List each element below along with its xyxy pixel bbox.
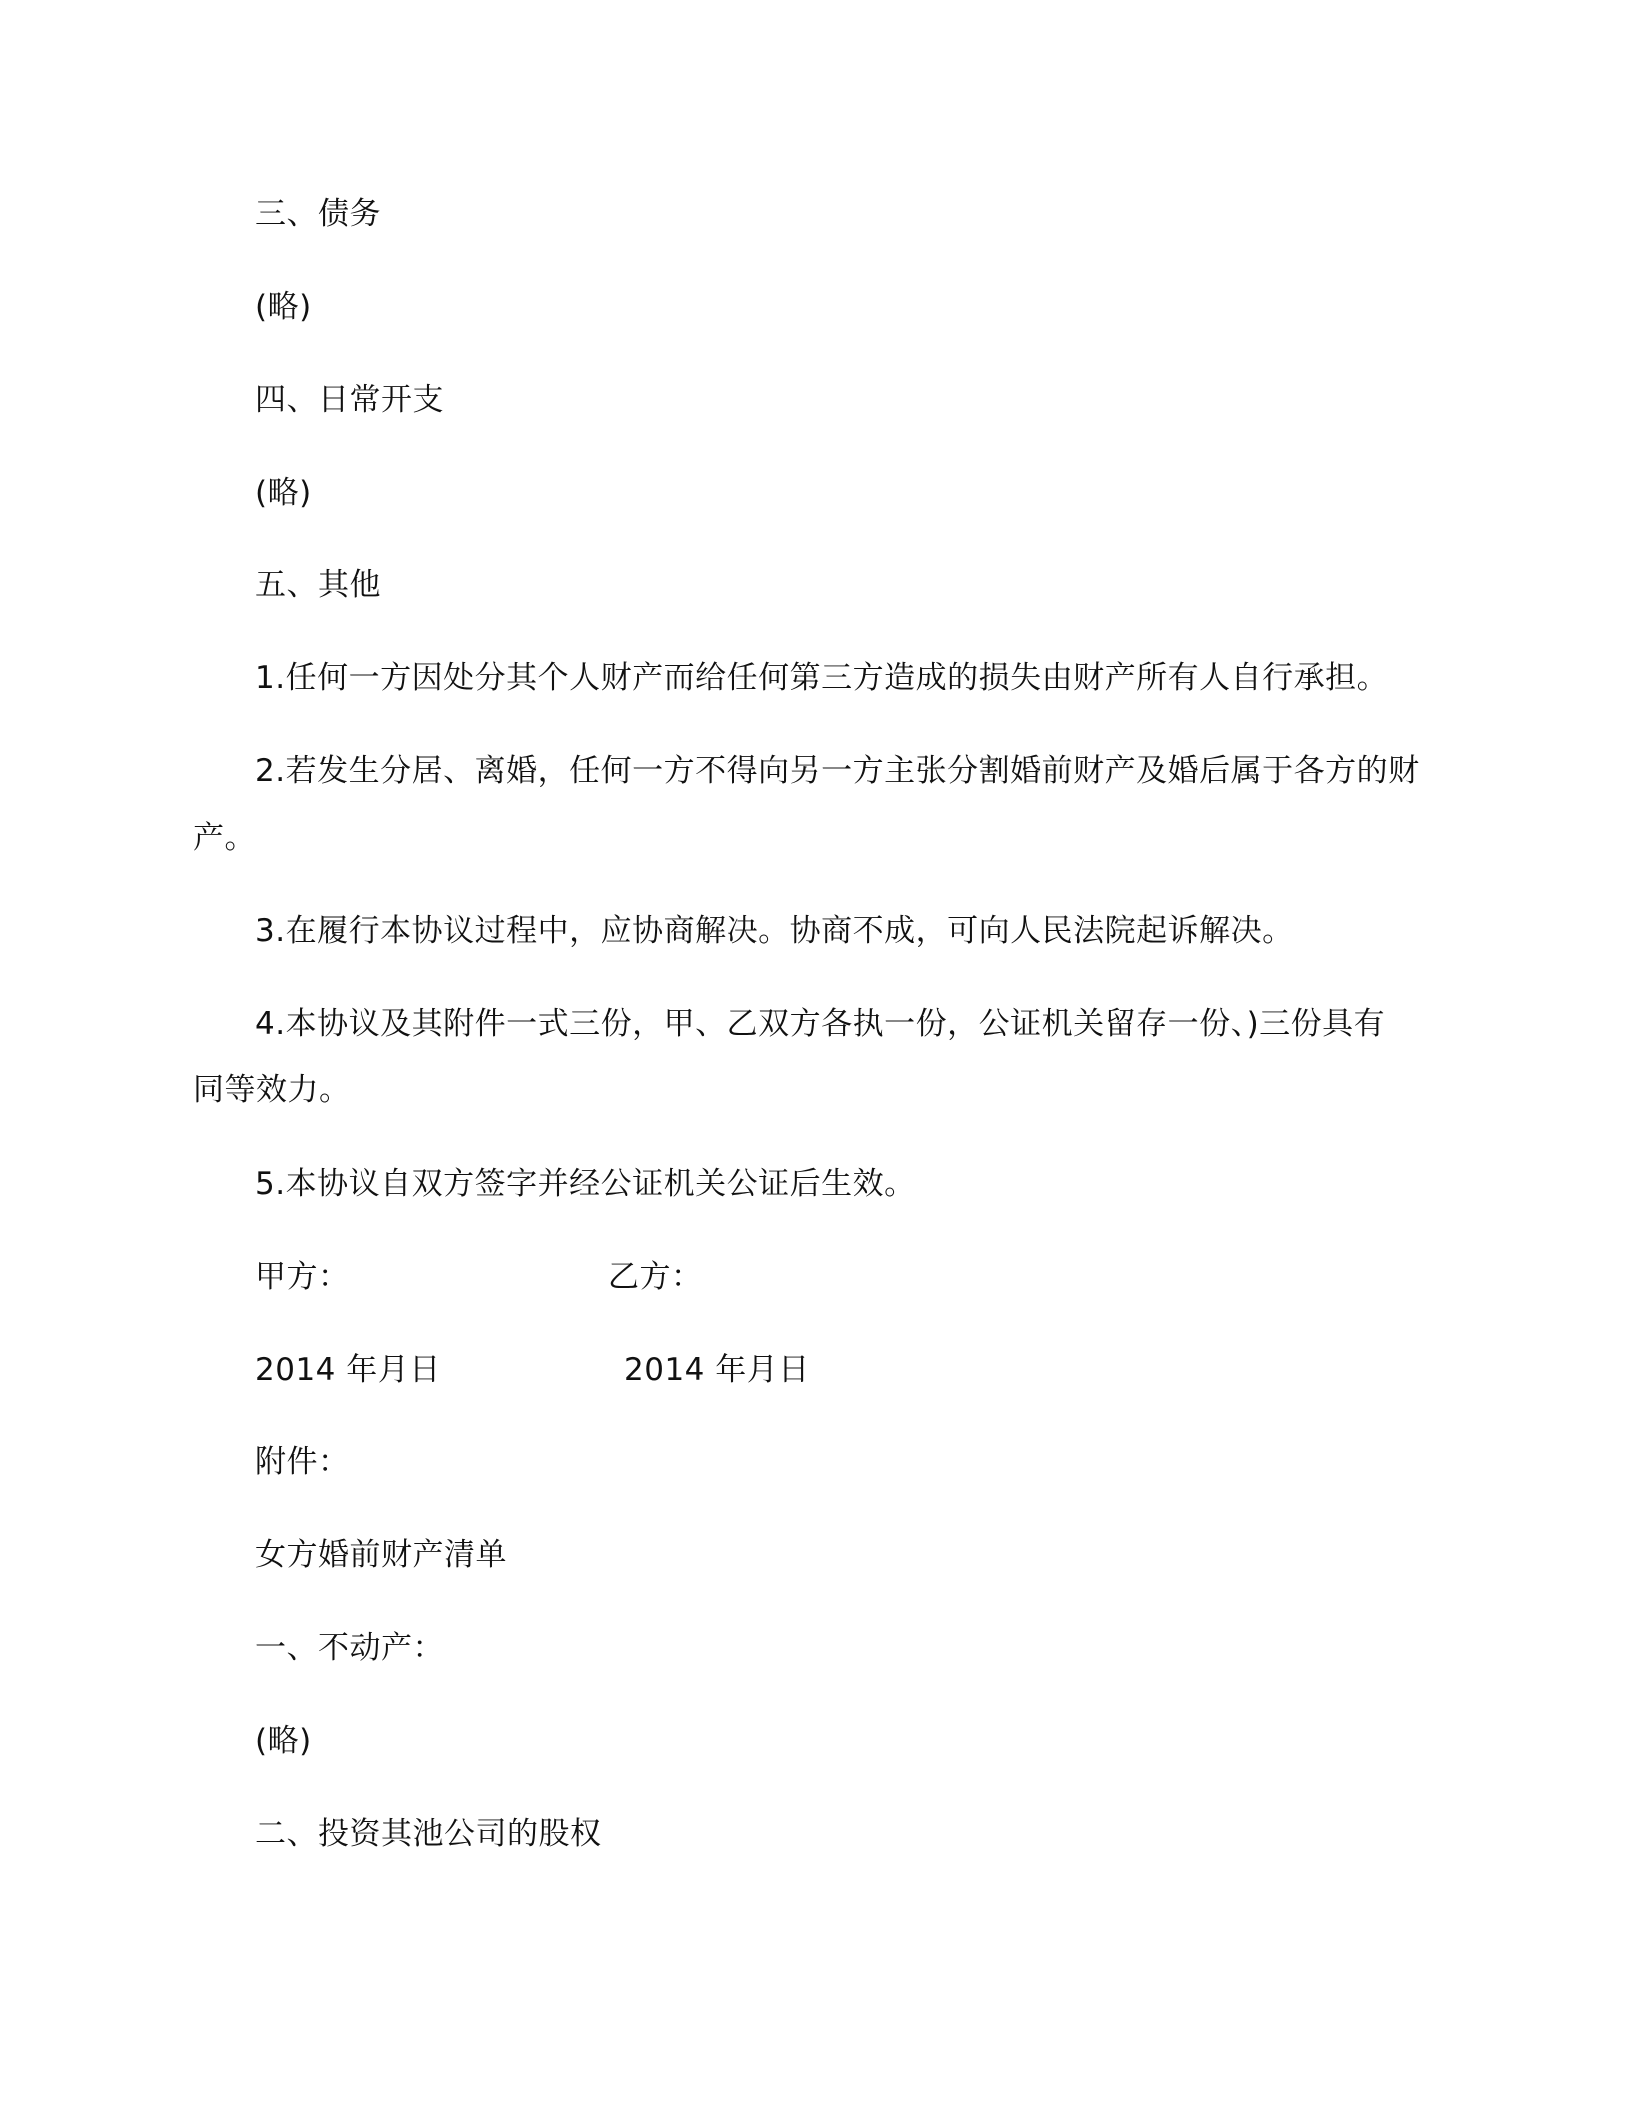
- attachment-section-2-heading: 二、投资其池公司的股权: [255, 1816, 602, 1852]
- item-2-line-2: 产。: [193, 820, 256, 856]
- attachment-section-1-body: (略): [255, 1723, 312, 1759]
- item-4-line-1: 4.本协议及其附件一式三份，甲、乙双方各执一份，公证机关留存一份、)三份具有: [255, 1006, 1386, 1042]
- party-b-label: 乙方：: [608, 1259, 703, 1295]
- item-3: 3.在履行本协议过程中，应协商解决。协商不成，可向人民法院起诉解决。: [255, 913, 1294, 949]
- item-2-line-1: 2.若发生分居、离婚，任何一方不得向另一方主张分割婚前财产及婚后属于各方的财: [255, 753, 1420, 789]
- party-a-label: 甲方：: [255, 1259, 350, 1295]
- item-1: 1.任何一方因处分其个人财产而给任何第三方造成的损失由财产所有人自行承担。: [255, 660, 1389, 696]
- section-4-body: (略): [255, 475, 312, 511]
- section-4-heading: 四、日常开支: [255, 382, 444, 418]
- attachment-title: 女方婚前财产清单: [255, 1537, 507, 1573]
- section-5-heading: 五、其他: [255, 567, 381, 603]
- item-4-line-2: 同等效力。: [193, 1072, 351, 1108]
- item-5: 5.本协议自双方签字并经公证机关公证后生效。: [255, 1166, 916, 1202]
- attachment-label: 附件：: [255, 1444, 350, 1480]
- section-3-body: (略): [255, 289, 312, 325]
- party-a-date: 2014 年月日: [255, 1352, 441, 1388]
- party-b-date: 2014 年月日: [624, 1352, 810, 1388]
- attachment-section-1-heading: 一、不动产：: [255, 1630, 444, 1666]
- section-3-heading: 三、债务: [255, 196, 381, 232]
